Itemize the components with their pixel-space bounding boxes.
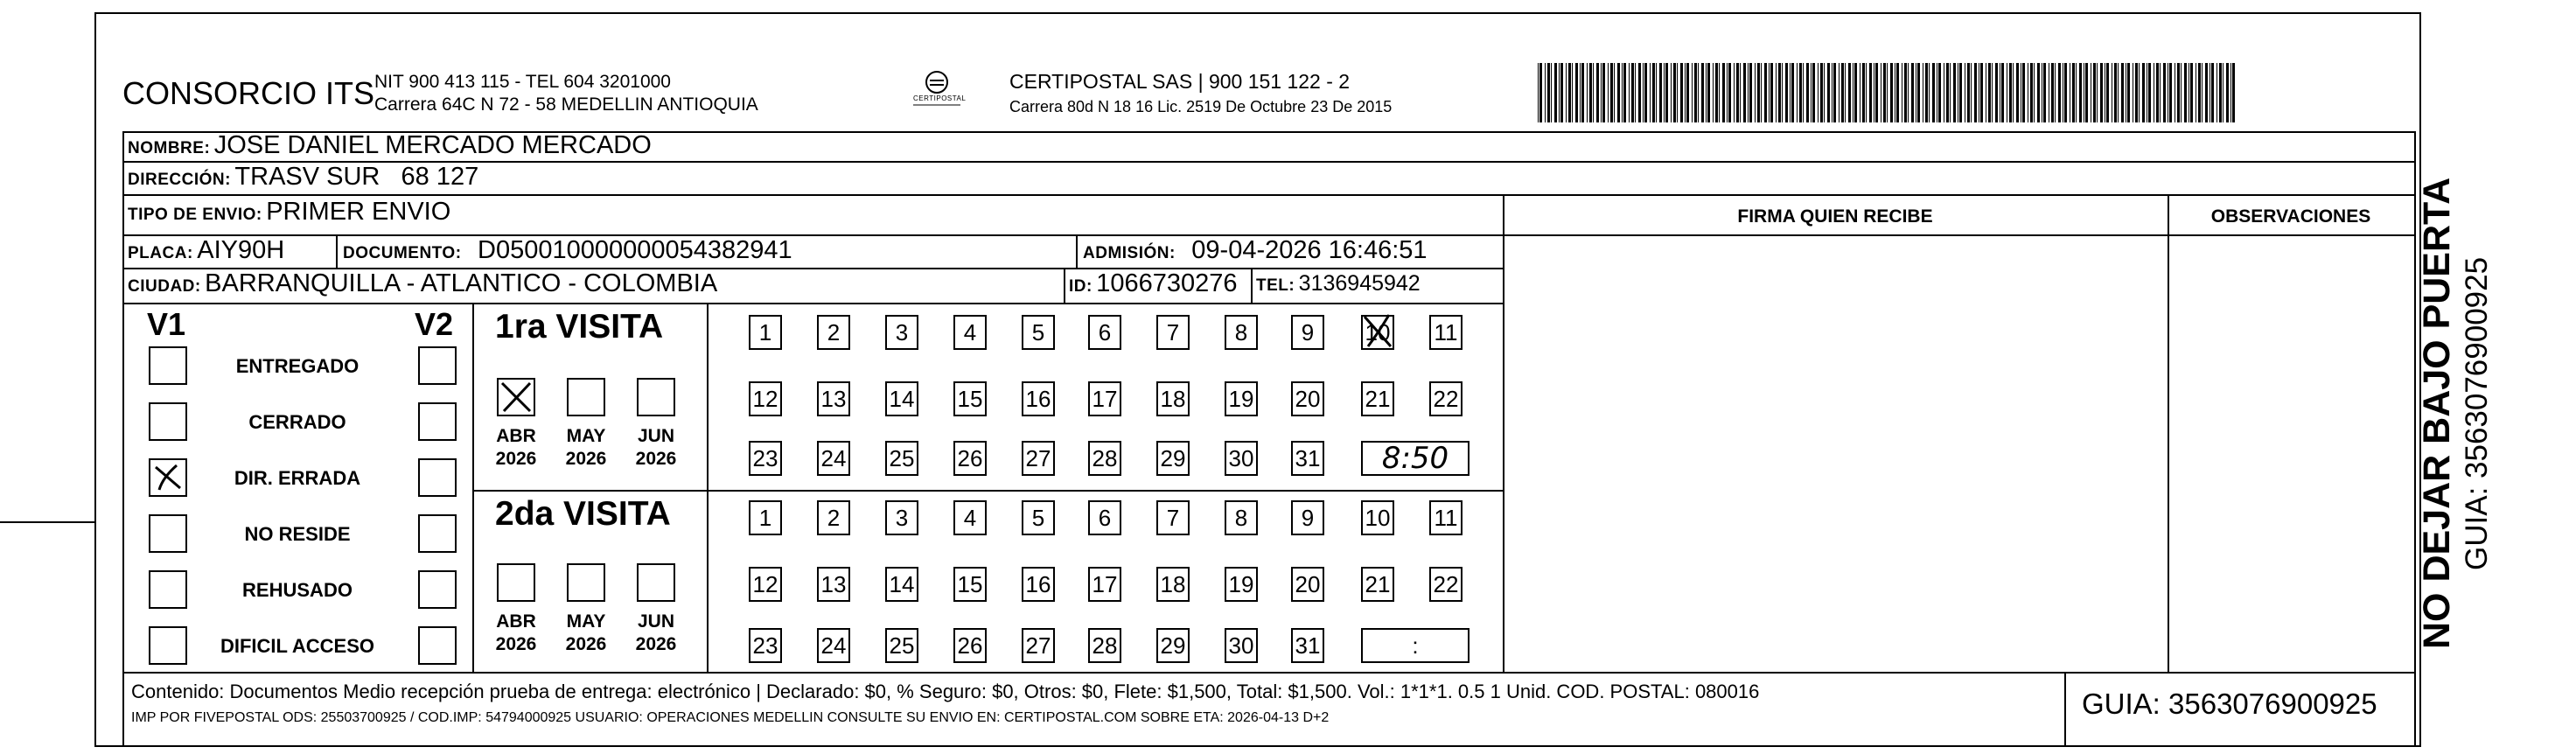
day-number: 19	[1228, 386, 1254, 412]
time-box[interactable]	[1361, 628, 1470, 663]
company-nit: NIT 900 413 115 - TEL 604 3201000	[374, 72, 671, 92]
day-number: 15	[957, 386, 983, 412]
day-box[interactable]	[1225, 500, 1258, 535]
day-number: 8	[1234, 319, 1248, 346]
day-box[interactable]	[749, 628, 782, 663]
grid-line	[472, 303, 474, 672]
v2-checkbox[interactable]	[418, 458, 457, 497]
certipostal-logo-icon	[906, 68, 967, 112]
tipo-row	[128, 198, 450, 227]
v2-checkbox[interactable]	[418, 514, 457, 553]
day-number: 10	[1365, 505, 1391, 531]
grid-line	[707, 303, 709, 672]
day-number: 24	[820, 445, 847, 471]
side-title: NO DEJAR BAJO PUERTA	[2416, 177, 2458, 649]
day-number: 8	[1234, 505, 1248, 531]
day-box[interactable]	[1156, 441, 1190, 476]
month-name: MAY	[566, 426, 606, 446]
handwritten-x-icon	[499, 380, 534, 415]
day-number: 4	[963, 319, 977, 346]
grid-line	[122, 194, 2414, 196]
day-box[interactable]	[1156, 315, 1190, 350]
time-box[interactable]	[1361, 441, 1470, 476]
day-number: 27	[1025, 632, 1051, 659]
day-number: 26	[957, 445, 983, 471]
day-box[interactable]	[953, 567, 987, 602]
month-name: JUN	[637, 426, 674, 446]
day-box[interactable]	[817, 567, 850, 602]
day-number: 21	[1365, 386, 1391, 412]
nombre-row	[128, 131, 652, 160]
ciudad-value: BARRANQUILLA - ATLANTICO - COLOMBIA	[205, 269, 718, 297]
v1-label: V1	[147, 306, 186, 342]
day-box[interactable]	[953, 381, 987, 416]
v2-checkbox[interactable]	[418, 346, 457, 385]
nombre-value: JOSE DANIEL MERCADO MERCADO	[213, 131, 652, 159]
v2-checkbox[interactable]	[418, 570, 457, 609]
placa-label: PLACA:	[128, 244, 193, 262]
admision-cell	[1083, 236, 1428, 265]
day-box[interactable]	[749, 567, 782, 602]
v2-checkbox[interactable]	[418, 626, 457, 665]
day-box[interactable]	[1225, 315, 1258, 350]
placa-value: AIY90H	[197, 236, 285, 264]
day-number: 18	[1160, 571, 1186, 597]
month-checkbox[interactable]	[497, 378, 535, 416]
day-box[interactable]	[885, 628, 918, 663]
day-box[interactable]	[817, 381, 850, 416]
day-box[interactable]	[817, 628, 850, 663]
status-label: CERRADO	[248, 411, 346, 433]
month-checkbox[interactable]	[567, 378, 605, 416]
day-number: 12	[752, 386, 778, 412]
day-box[interactable]	[953, 500, 987, 535]
day-box[interactable]	[1361, 567, 1394, 602]
grid-line	[1064, 268, 1065, 303]
tipo-value: PRIMER ENVIO	[266, 198, 451, 226]
day-number: 5	[1031, 505, 1045, 531]
day-box[interactable]	[1225, 628, 1258, 663]
handwritten-x-icon	[150, 460, 185, 495]
month-year: 2026	[495, 634, 537, 654]
grid-line	[336, 234, 338, 268]
day-box[interactable]	[885, 381, 918, 416]
day-box[interactable]	[1429, 315, 1463, 350]
grid-line	[122, 303, 1503, 304]
day-box[interactable]	[1291, 500, 1324, 535]
day-box[interactable]	[1022, 567, 1055, 602]
v1-checkbox[interactable]	[149, 570, 187, 609]
day-number: 29	[1160, 445, 1186, 471]
day-box[interactable]	[1088, 441, 1121, 476]
status-label: DIR. ERRADA	[234, 467, 361, 489]
day-number: 20	[1295, 386, 1321, 412]
footer-contenido: Contenido: Documentos Medio recepción prueba de entrega: electrónico | Declarado: $0, % Seguro: $0, Otros: $0, Flete: $1,500, Total: $1,500. Vol.: 1*1*1. 0.5 1 Unid. COD. POSTAL: 080016	[131, 681, 1760, 702]
company-name: CONSORCIO ITS	[122, 75, 375, 111]
day-box[interactable]	[1291, 315, 1324, 350]
day-box[interactable]	[1088, 628, 1121, 663]
day-number: 24	[820, 632, 847, 659]
day-number: 13	[820, 571, 847, 597]
month-name: ABR	[496, 611, 536, 632]
day-number: 21	[1365, 571, 1391, 597]
day-number: 22	[1433, 386, 1459, 412]
month-checkbox[interactable]	[637, 563, 675, 602]
day-number: 1	[758, 505, 772, 531]
day-number: 18	[1160, 386, 1186, 412]
company-address: Carrera 64C N 72 - 58 MEDELLIN ANTIOQUIA	[374, 94, 758, 115]
id-value: 1066730276	[1096, 269, 1238, 297]
observaciones-header: OBSERVACIONES	[2210, 206, 2371, 227]
day-box[interactable]	[749, 315, 782, 350]
day-box[interactable]	[1156, 500, 1190, 535]
day-box[interactable]	[1429, 500, 1463, 535]
day-box[interactable]	[953, 441, 987, 476]
month-checkbox[interactable]	[567, 563, 605, 602]
month-label	[490, 425, 542, 471]
month-name: MAY	[566, 611, 606, 632]
day-number: 6	[1098, 505, 1112, 531]
documento-cell	[343, 236, 792, 265]
id-cell	[1069, 269, 1238, 298]
time-value: :	[1412, 632, 1419, 659]
id-label: ID:	[1069, 277, 1093, 296]
v2-label: V2	[415, 306, 454, 342]
day-box[interactable]	[1361, 315, 1394, 350]
firma-header: FIRMA QUIEN RECIBE	[1737, 206, 1933, 227]
month-year: 2026	[565, 634, 607, 654]
day-box[interactable]	[749, 441, 782, 476]
day-number: 15	[957, 571, 983, 597]
status-label: DIFICIL ACCESO	[220, 635, 374, 657]
month-name: ABR	[496, 426, 536, 446]
status-label: REHUSADO	[242, 579, 353, 601]
day-number: 9	[1301, 319, 1315, 346]
month-name: JUN	[637, 611, 674, 632]
time-value: 8:50	[1381, 441, 1449, 476]
placa-cell	[128, 236, 284, 265]
day-number: 16	[1025, 571, 1051, 597]
grid-line	[1503, 194, 1504, 672]
day-box[interactable]	[1022, 381, 1055, 416]
day-box[interactable]	[1429, 567, 1463, 602]
day-number: 30	[1228, 632, 1254, 659]
nombre-label: NOMBRE:	[128, 139, 211, 157]
month-checkbox[interactable]	[637, 378, 675, 416]
footer-guia: GUIA: 3563076900925	[2082, 688, 2377, 720]
day-number: 14	[889, 386, 915, 412]
day-number: 31	[1295, 445, 1321, 471]
day-box[interactable]	[953, 628, 987, 663]
day-number: 28	[1092, 632, 1118, 659]
day-box[interactable]	[1022, 500, 1055, 535]
admision-label: ADMISIÓN:	[1083, 244, 1176, 262]
day-box[interactable]	[953, 315, 987, 350]
documento-label: DOCUMENTO:	[343, 244, 462, 262]
handwritten-x-icon	[1361, 311, 1396, 350]
day-box[interactable]	[817, 315, 850, 350]
tel-value: 3136945942	[1298, 271, 1421, 296]
day-number: 30	[1228, 445, 1254, 471]
tel-cell	[1256, 271, 1421, 297]
day-box[interactable]	[1291, 628, 1324, 663]
status-label: ENTREGADO	[235, 355, 360, 377]
v2-checkbox[interactable]	[418, 402, 457, 441]
ciudad-label: CIUDAD:	[128, 277, 201, 296]
second-visit-title: 2da VISITA	[495, 495, 671, 533]
day-number: 25	[889, 445, 915, 471]
direccion-label: DIRECCIÓN:	[128, 171, 231, 189]
tipo-label: TIPO DE ENVIO:	[128, 206, 262, 224]
day-box[interactable]	[1156, 381, 1190, 416]
day-box[interactable]	[1225, 441, 1258, 476]
month-checkbox[interactable]	[497, 563, 535, 602]
barcode	[1538, 63, 2237, 122]
direccion-row	[128, 163, 478, 192]
day-box[interactable]	[1088, 381, 1121, 416]
certipostal-license: Carrera 80d N 18 16 Lic. 2519 De Octubre 23 De 2015	[1009, 98, 1393, 115]
day-number: 4	[963, 505, 977, 531]
first-visit-title: 1ra VISITA	[495, 308, 664, 346]
day-box[interactable]	[817, 500, 850, 535]
day-number: 17	[1092, 571, 1118, 597]
status-label: NO RESIDE	[244, 523, 351, 545]
day-number: 26	[957, 632, 983, 659]
certipostal-logo-text: CERTIPOSTAL	[913, 94, 967, 102]
day-box[interactable]	[1156, 567, 1190, 602]
direccion-value: TRASV SUR 68 127	[234, 163, 479, 191]
side-guia: GUIA: 3563076900925	[2460, 256, 2494, 570]
day-box[interactable]	[1022, 315, 1055, 350]
left-margin-line	[0, 521, 94, 523]
day-box[interactable]	[885, 567, 918, 602]
documento-value: D050010000000054382941	[478, 236, 792, 264]
day-number: 5	[1031, 319, 1045, 346]
grid-line	[122, 672, 2414, 674]
day-box[interactable]	[1022, 441, 1055, 476]
day-number: 25	[889, 632, 915, 659]
day-number: 13	[820, 386, 847, 412]
v1-checkbox[interactable]	[149, 514, 187, 553]
day-box[interactable]	[885, 315, 918, 350]
day-number: 16	[1025, 386, 1051, 412]
day-box[interactable]	[817, 441, 850, 476]
month-label	[560, 425, 612, 471]
day-number: 19	[1228, 571, 1254, 597]
day-number: 9	[1301, 505, 1315, 531]
day-number: 27	[1025, 445, 1051, 471]
day-number: 29	[1160, 632, 1186, 659]
grid-line	[122, 745, 2414, 747]
admision-value: 09-04-2026 16:46:51	[1191, 236, 1428, 264]
day-box[interactable]	[1022, 628, 1055, 663]
day-number: 23	[752, 632, 778, 659]
day-box[interactable]	[1088, 500, 1121, 535]
day-box[interactable]	[1291, 381, 1324, 416]
day-number: 1	[758, 319, 772, 346]
day-box[interactable]	[749, 500, 782, 535]
day-number: 2	[827, 319, 841, 346]
ciudad-cell	[128, 269, 717, 298]
day-number: 7	[1166, 319, 1180, 346]
grid-line	[1251, 268, 1253, 303]
month-year: 2026	[635, 634, 677, 654]
day-number: 3	[895, 505, 909, 531]
month-year: 2026	[495, 449, 537, 469]
day-box[interactable]	[1291, 567, 1324, 602]
grid-line	[122, 131, 124, 745]
v1-checkbox[interactable]	[149, 346, 187, 385]
day-box[interactable]	[1225, 381, 1258, 416]
day-box[interactable]	[885, 500, 918, 535]
day-number: 11	[1434, 505, 1458, 531]
month-label	[630, 425, 682, 471]
day-box[interactable]	[1291, 441, 1324, 476]
day-box[interactable]	[1225, 567, 1258, 602]
day-box[interactable]	[1088, 567, 1121, 602]
day-box[interactable]	[749, 381, 782, 416]
day-box[interactable]	[885, 441, 918, 476]
day-box[interactable]	[1088, 315, 1121, 350]
day-box[interactable]	[1156, 628, 1190, 663]
tel-label: TEL:	[1256, 276, 1295, 295]
day-number: 6	[1098, 319, 1112, 346]
day-number: 11	[1434, 319, 1458, 346]
month-year: 2026	[635, 449, 677, 469]
day-number: 7	[1166, 505, 1180, 531]
month-label	[560, 611, 612, 656]
day-number: 20	[1295, 571, 1321, 597]
day-number: 23	[752, 445, 778, 471]
grid-line	[2064, 672, 2066, 745]
footer-imp: IMP POR FIVEPOSTAL ODS: 25503700925 / COD.IMP: 54794000925 USUARIO: OPERACIONES MEDELLIN CONSULTE SU ENVIO EN: CERTIPOSTAL.COM SOBRE ETA: 2026-04-13 D+2	[131, 710, 1330, 725]
month-year: 2026	[565, 449, 607, 469]
day-number: 22	[1433, 571, 1459, 597]
certipostal-name: CERTIPOSTAL SAS | 900 151 122 - 2	[1009, 70, 1351, 93]
v1-checkbox[interactable]	[149, 458, 187, 497]
day-number: 10	[1365, 319, 1391, 346]
v1-checkbox[interactable]	[149, 402, 187, 441]
day-number: 31	[1295, 632, 1321, 659]
day-number: 2	[827, 505, 841, 531]
day-number: 14	[889, 571, 915, 597]
month-label	[630, 611, 682, 656]
v1-checkbox[interactable]	[149, 626, 187, 665]
grid-line	[472, 490, 1503, 492]
day-box[interactable]	[1361, 381, 1394, 416]
day-number: 3	[895, 319, 909, 346]
day-number: 12	[752, 571, 778, 597]
month-label	[490, 611, 542, 656]
grid-line	[2168, 194, 2169, 672]
day-box[interactable]	[1361, 500, 1394, 535]
day-number: 17	[1092, 386, 1118, 412]
grid-line	[1076, 234, 1078, 268]
day-box[interactable]	[1429, 381, 1463, 416]
day-number: 28	[1092, 445, 1118, 471]
